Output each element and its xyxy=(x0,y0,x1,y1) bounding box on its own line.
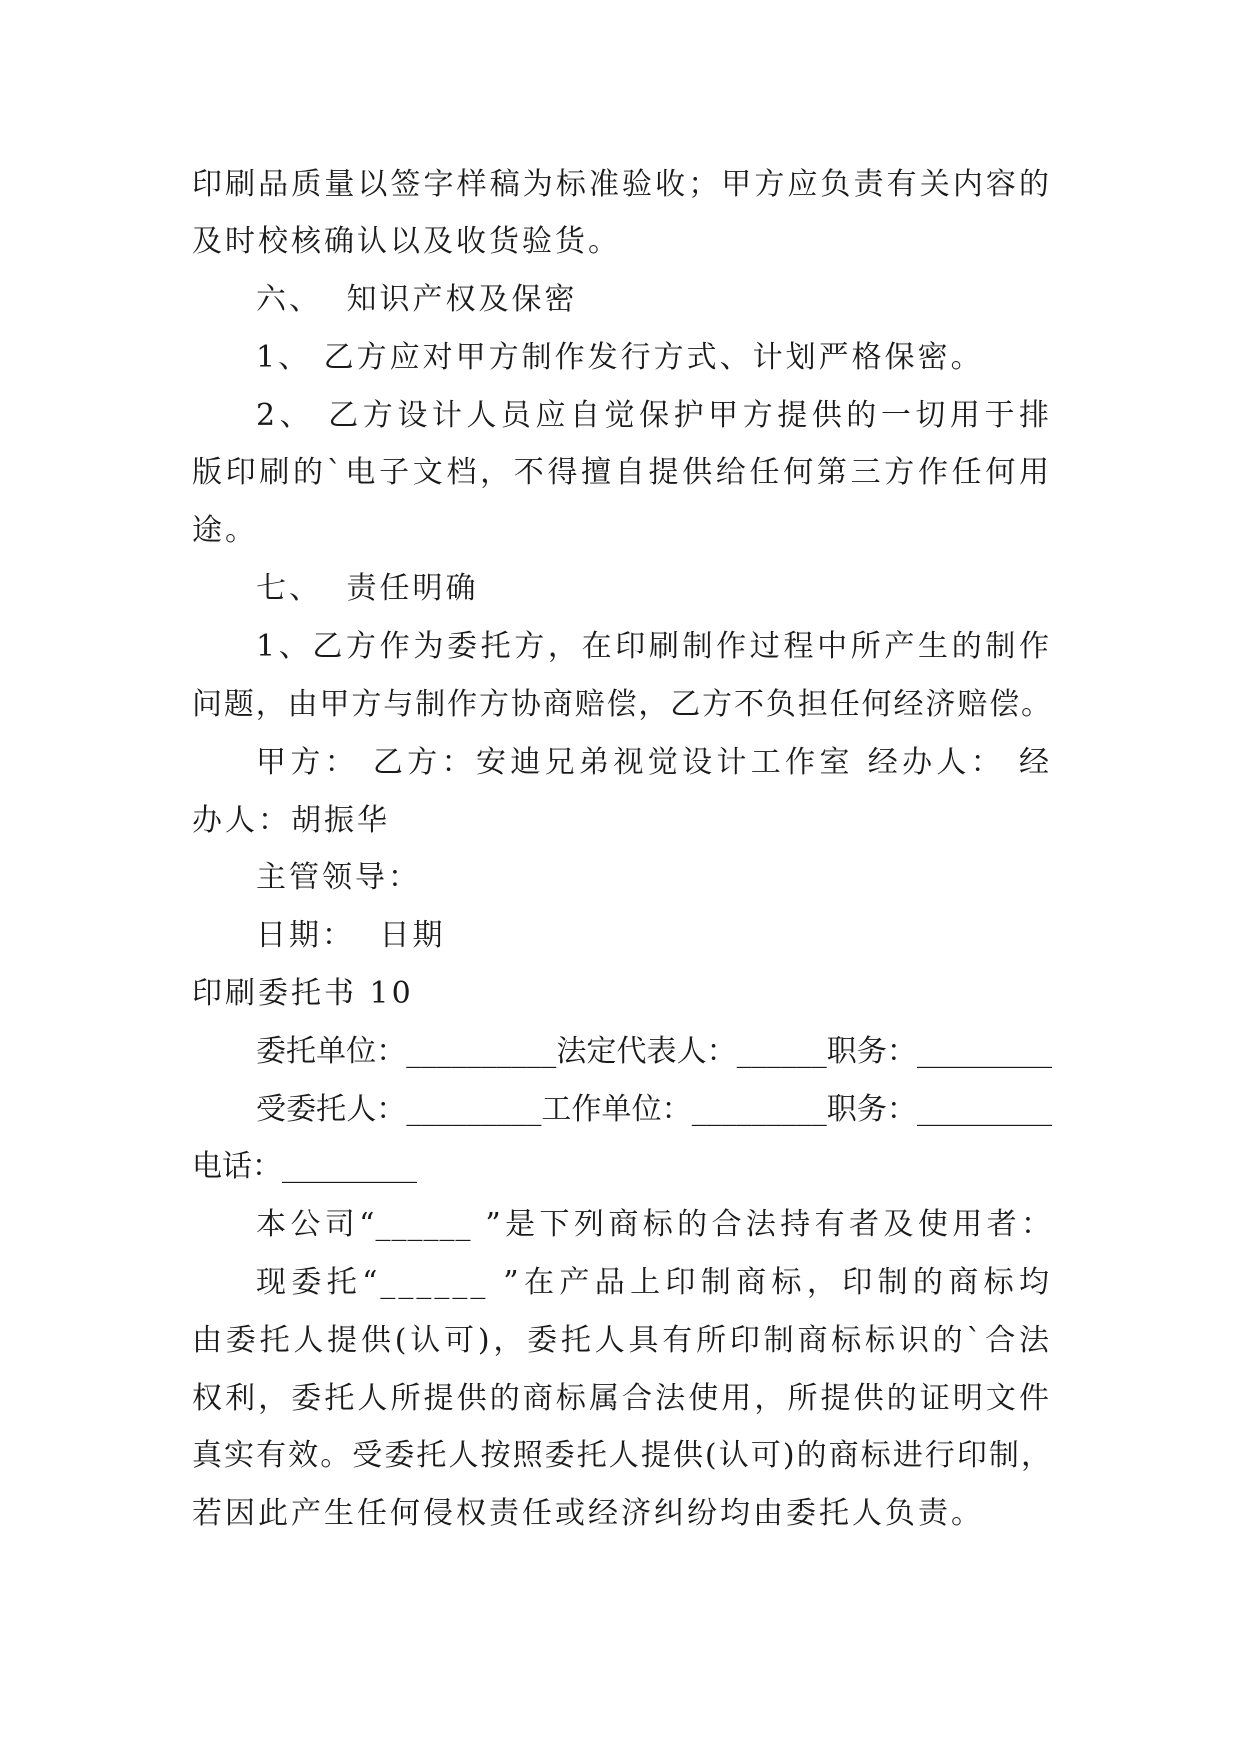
text-line: 真实有效。受委托人按照委托人提供(认可)的商标进行印制， xyxy=(192,1438,1052,1473)
text-line: 及时校核确认以及收货验货。 xyxy=(192,224,621,259)
text-line: 版印刷的`电子文档，不得擅自提供给任何第三方作任何用 xyxy=(192,455,1052,490)
text-line: 若因此产生任何侵权责任或经济纠纷均由委托人负责。 xyxy=(192,1496,984,1531)
text-line: 现委托“______ ”在产品上印制商标，印制的商标均 xyxy=(256,1265,1052,1300)
form-field-line: 电话：_________ xyxy=(192,1149,417,1184)
text-line: 2、 乙方设计人员应自觉保护甲方提供的一切用于排 xyxy=(256,398,1052,433)
text-line: 权利，委托人所提供的商标属合法使用，所提供的证明文件 xyxy=(192,1381,1052,1416)
text-line: 由委托人提供(认可)，委托人具有所印制商标标识的`合法 xyxy=(192,1323,1052,1358)
text-line: 途。 xyxy=(192,513,258,548)
form-field-line: 受委托人：_________工作单位：_________职务：_________ xyxy=(256,1092,1052,1127)
text-line: 1、乙方作为委托方，在印刷制作过程中所产生的制作 xyxy=(256,629,1052,664)
signature-line: 甲方： 乙方：安迪兄弟视觉设计工作室 经办人： 经 xyxy=(256,745,1052,780)
text-line: 印刷品质量以签字样稿为标准验收；甲方应负责有关内容的 xyxy=(192,167,1052,202)
document-title: 印刷委托书 10 xyxy=(192,976,414,1011)
section-heading: 六、 知识产权及保密 xyxy=(256,282,578,317)
section-heading: 七、 责任明确 xyxy=(256,571,479,606)
signature-line: 办人：胡振华 xyxy=(192,803,390,838)
form-field-line: 委托单位：__________法定代表人：______职务：_________ xyxy=(256,1034,1052,1069)
date-line: 日期： 日期 xyxy=(256,918,446,953)
text-line: 本公司“______ ”是下列商标的合法持有者及使用者： xyxy=(256,1207,1052,1242)
signature-line: 主管领导： xyxy=(256,860,421,895)
text-line: 问题，由甲方与制作方协商赔偿，乙方不负担任何经济赔偿。 xyxy=(192,687,1052,722)
text-line: 1、 乙方应对甲方制作发行方式、计划严格保密。 xyxy=(256,340,984,375)
